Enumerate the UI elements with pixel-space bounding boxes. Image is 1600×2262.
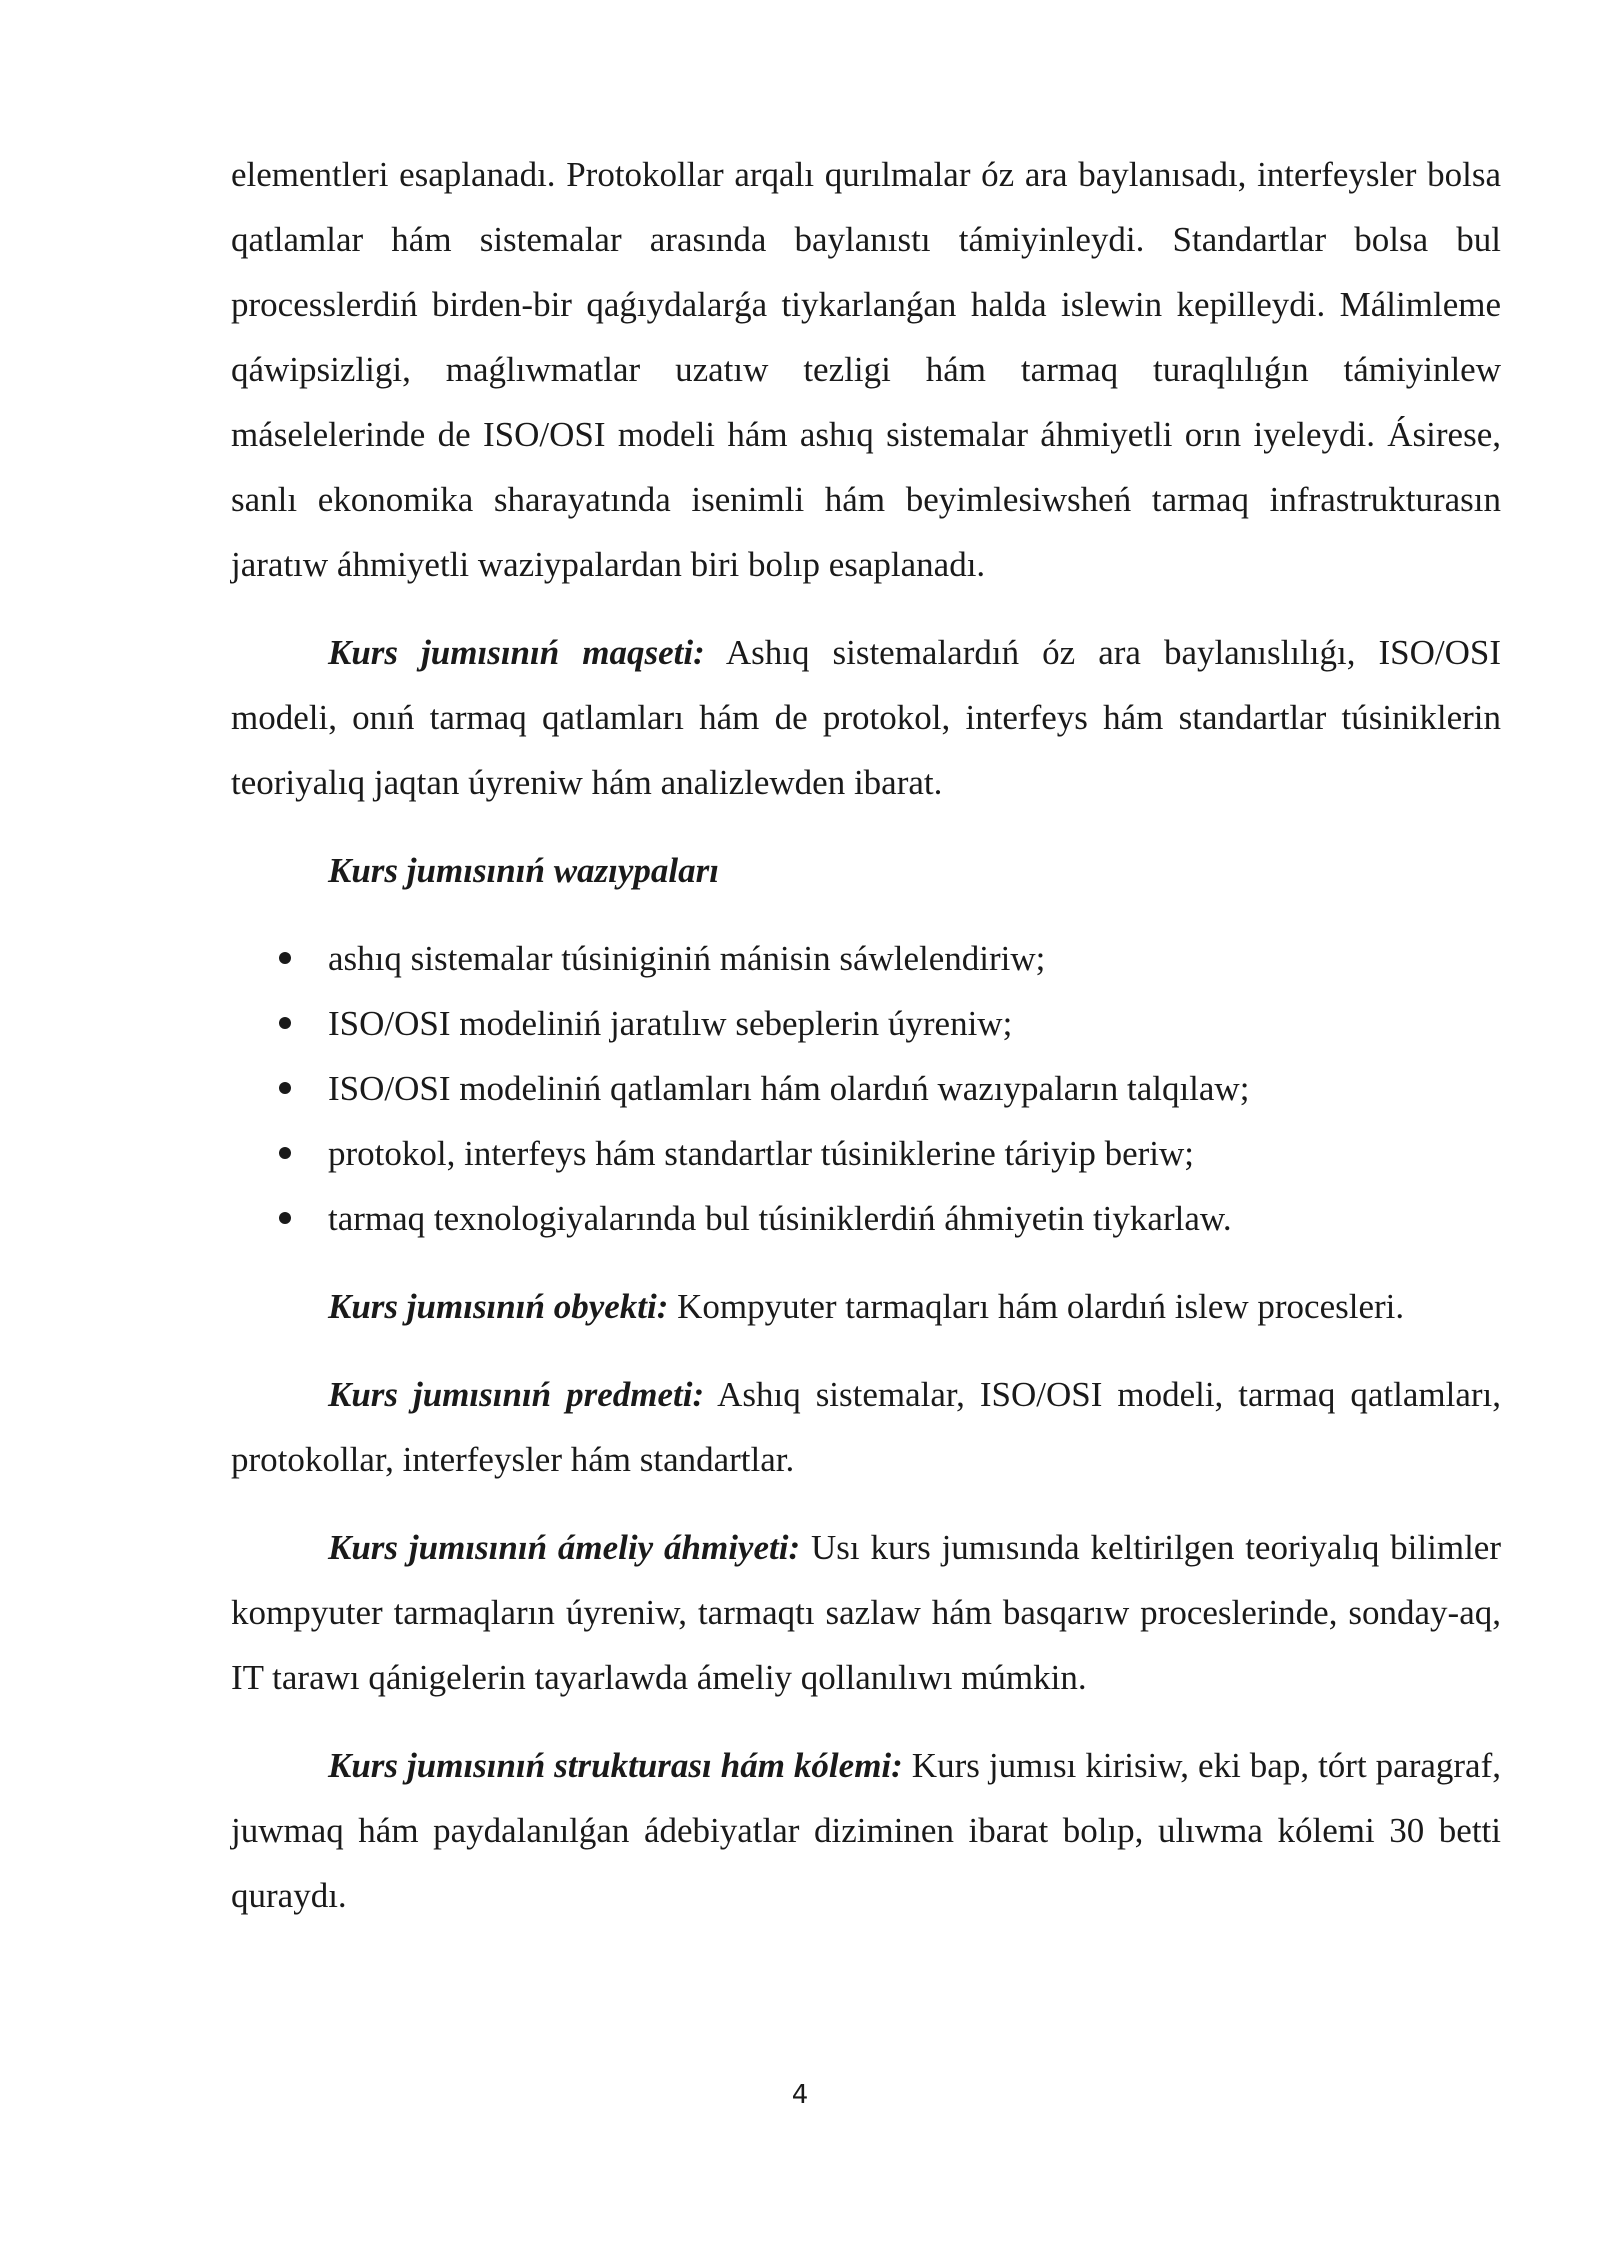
list-item [231, 1056, 1501, 1121]
structure-label: Kurs jumısınıń strukturası hám kólemi: [328, 1746, 903, 1785]
tasks-list [231, 926, 1501, 1251]
subject-text: Ashıq sistemalar, ISO/OSI modeli, tarmaq qatlamları, protokollar, interfeysler hám standartlar. [231, 1375, 1501, 1479]
object-label: Kurs jumısınıń obyekti: [328, 1287, 669, 1326]
structure-paragraph [231, 1733, 1501, 1928]
bullet-icon [279, 1212, 291, 1224]
subject-paragraph [231, 1362, 1501, 1492]
object-text: Kompyuter tarmaqları hám olardıń islew procesleri. [668, 1287, 1405, 1326]
list-item [231, 991, 1501, 1056]
object-paragraph [231, 1274, 1501, 1339]
intro-paragraph: elementleri esaplanadı. Protokollar arqalı qurılmalar óz ara baylanısadı, interfeysler bolsa qatlamlar hám sistemalar arasında baylanıstı támiyinleydi. Standartlar bolsa bul processlerdiń birden-bir qaǵıydalarǵa tiykarlanǵan halda islewin kepilleydi. Málimleme qáwipsizligi, maǵlıwmatlar uzatıw tezligi hám tarmaq turaqlılıǵın támiyinlew máselelerinde de ISO/OSI modeli hám ashıq sistemalar áhmiyetli orın iyeleydi. Ásirese, sanlı ekonomika sharayatında isenimli hám beyimlesiwsheń tarmaq infrastrukturasın jaratıw áhmiyetli waziypalardan biri bolıp esaplanadı. [231, 155, 1501, 584]
bullet-icon [279, 1017, 291, 1029]
structure-text: Kurs jumısı kirisiw, eki bap, tórt paragraf, juwmaq hám paydalanılǵan ádebiyatlar diziminen ibarat bolıp, ulıwma kólemi 30 betti quraydı. [231, 1746, 1501, 1915]
goal-label: Kurs jumısınıń maqseti: [328, 633, 705, 672]
tasks-heading: Kurs jumısınıń wazıypaları [328, 851, 719, 890]
bullet-icon [279, 1082, 291, 1094]
list-item-text: ISO/OSI modeliniń jaratılıw sebeplerin úyreniw; [328, 1004, 1013, 1043]
list-item [231, 926, 1501, 991]
practical-label: Kurs jumısınıń ámeliy áhmiyeti: [328, 1528, 801, 1567]
page-number: 4 [791, 2080, 809, 2110]
list-item [231, 1186, 1501, 1251]
bullet-icon [279, 952, 291, 964]
list-item-text: tarmaq texnologiyalarında bul túsiniklerdiń áhmiyetin tiykarlaw. [328, 1199, 1232, 1238]
list-item-text: ashıq sistemalar túsiniginiń mánisin sáwlelendiriw; [328, 939, 1046, 978]
page-content [231, 142, 1501, 1951]
subject-label: Kurs jumısınıń predmeti: [328, 1375, 705, 1414]
list-item-text: protokol, interfeys hám standartlar túsiniklerine táriyip beriw; [328, 1134, 1195, 1173]
practical-paragraph [231, 1515, 1501, 1710]
goal-paragraph [231, 620, 1501, 815]
practical-text: Usı kurs jumısında keltirilgen teoriyalıq bilimler kompyuter tarmaqların úyreniw, tarmaqtı sazlaw hám basqarıw proceslerinde, sonday-aq, IT tarawı qánigelerin tayarlawda ámeliy qollanılıwı múmkin. [231, 1528, 1501, 1697]
goal-text: Ashıq sistemalardıń óz ara baylanıslılıǵı, ISO/OSI modeli, onıń tarmaq qatlamları hám de protokol, interfeys hám standartlar túsiniklerin teoriyalıq jaqtan úyreniw hám analizlewden ibarat. [231, 633, 1501, 802]
list-item [231, 1121, 1501, 1186]
bullet-icon [279, 1147, 291, 1159]
list-item-text: ISO/OSI modeliniń qatlamları hám olardıń wazıypaların talqılaw; [328, 1069, 1250, 1108]
